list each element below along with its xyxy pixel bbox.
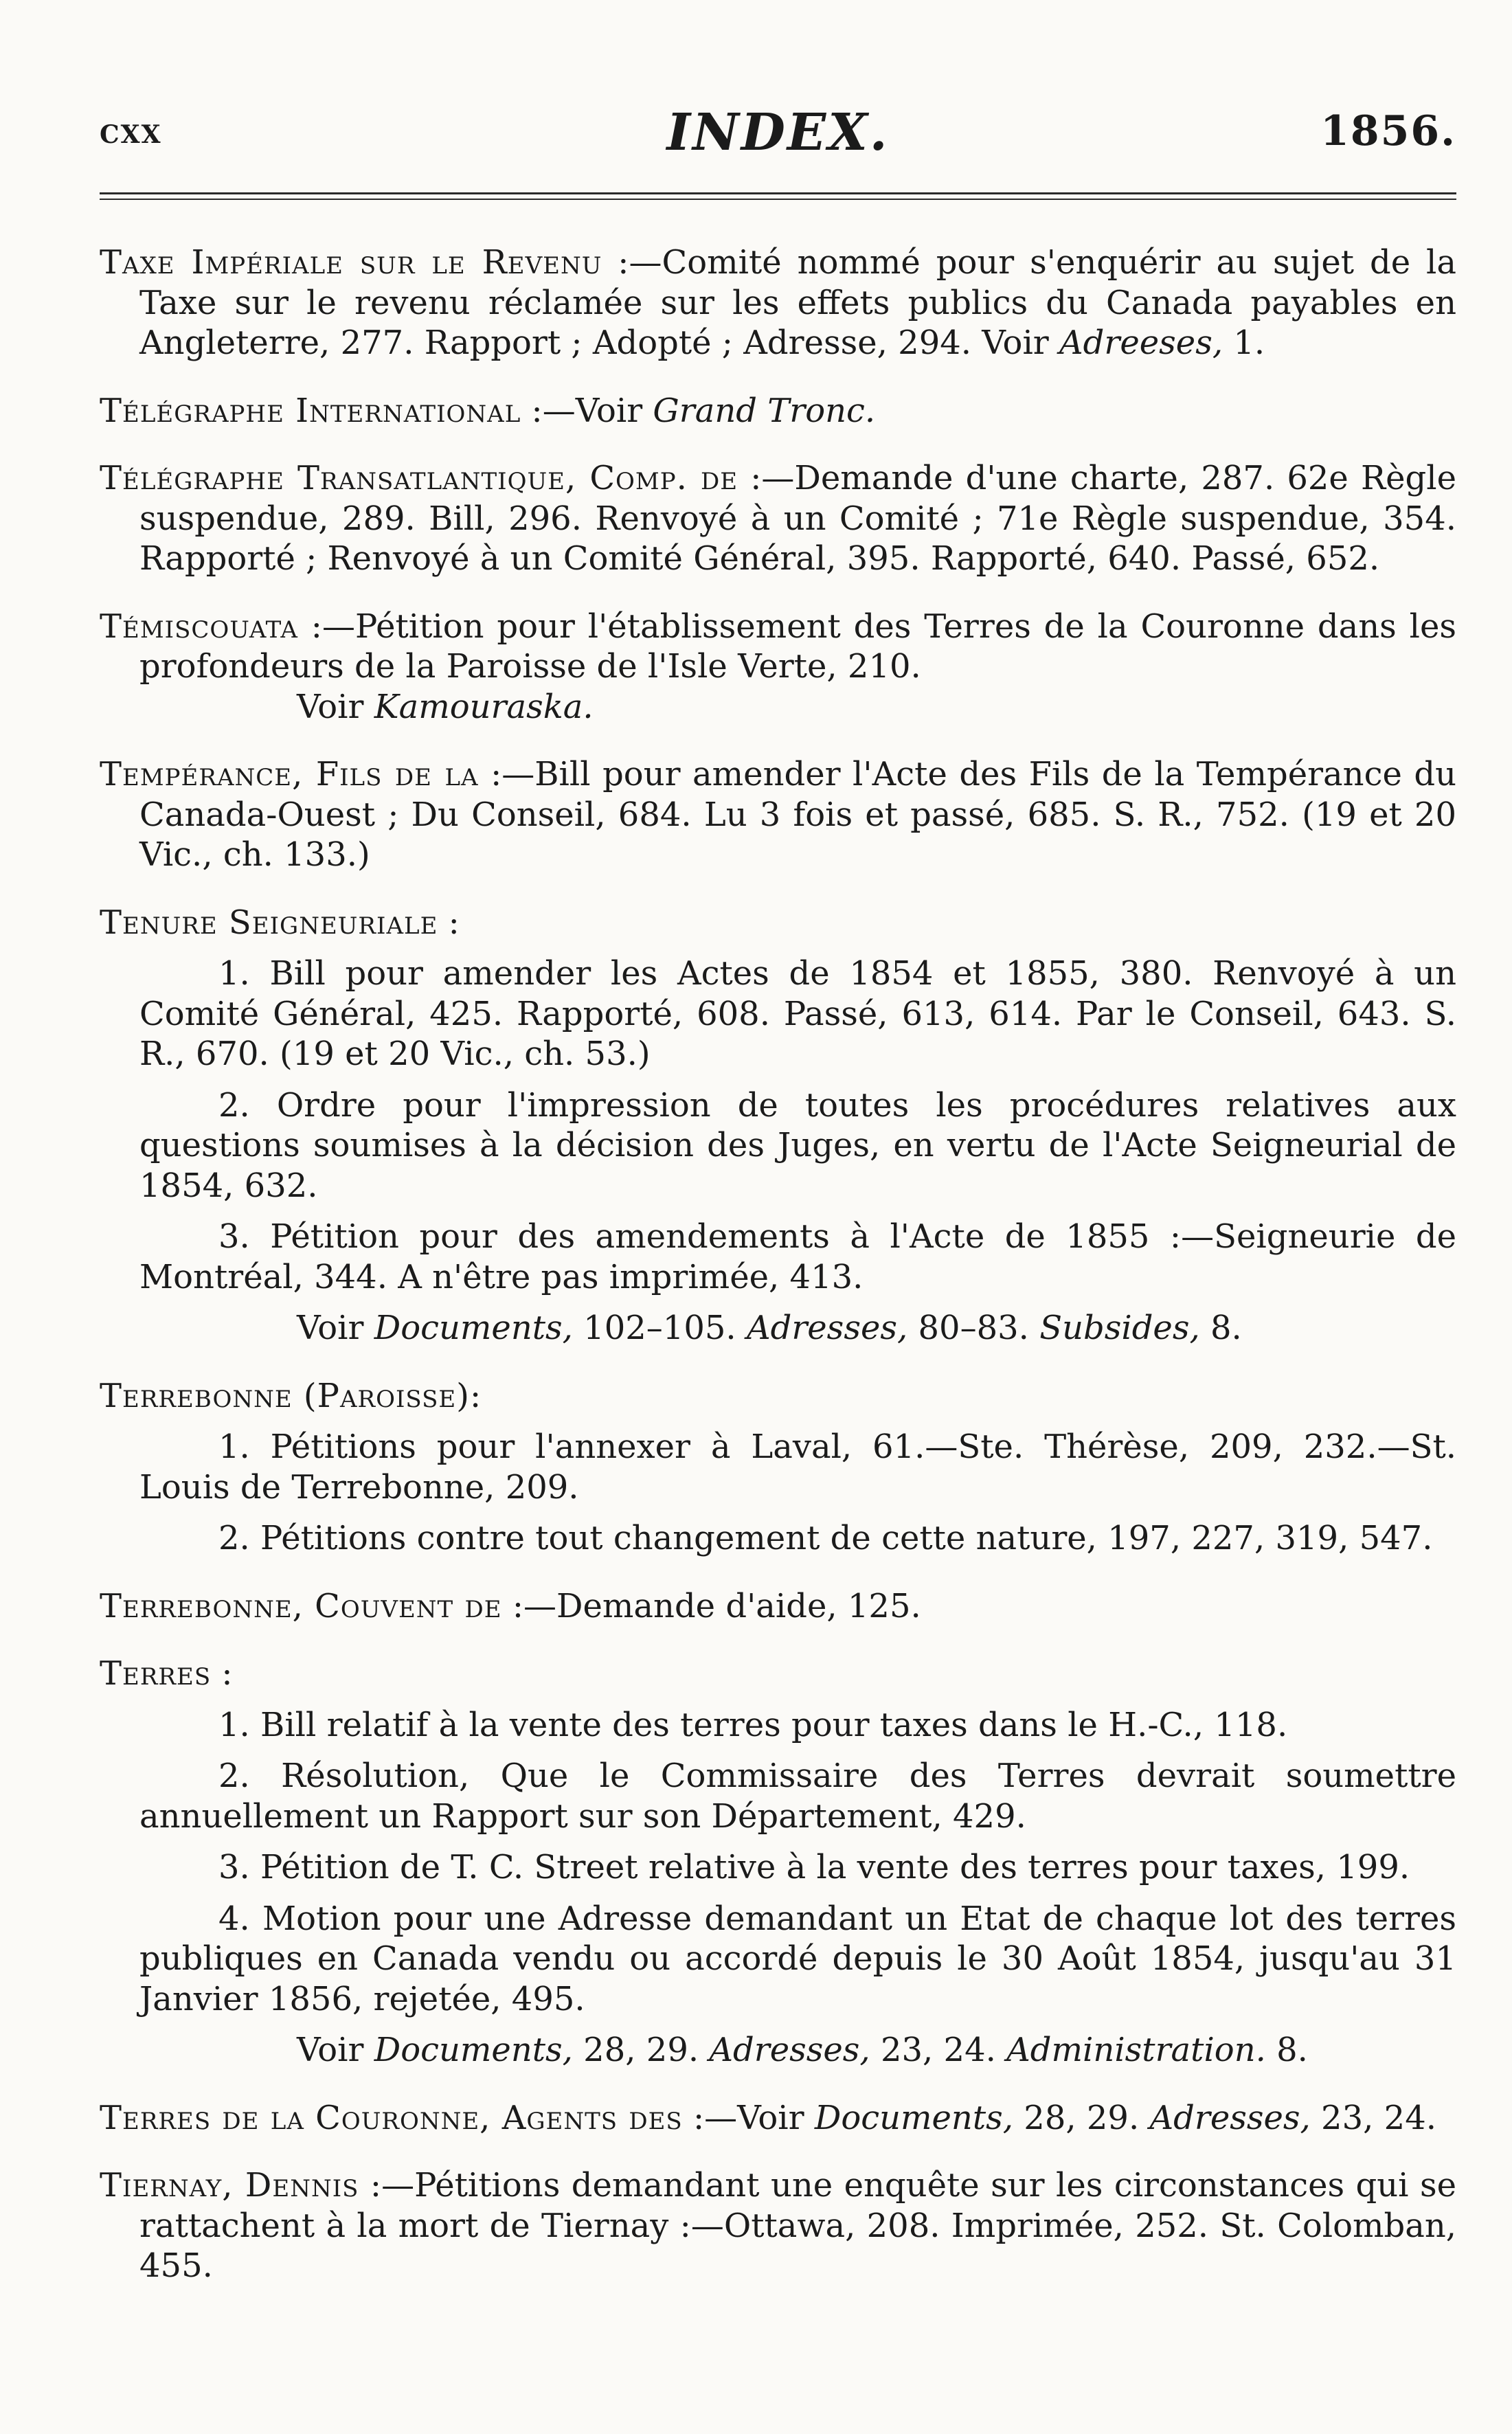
entry-text: :—Bill pour amender l'Acte des Fils de la Tempérance du Canada-Ouest ; Du Conseil, 684. Lu 3 fois et passé, 685. S. R., 752. (19 et 20 Vic., ch. 133.) [139, 755, 1456, 874]
list-item: 1. Bill relatif à la vente des terres pour taxes dans le H.-C., 118. [218, 1705, 1288, 1744]
group-heading-line [100, 1654, 1456, 1694]
entry-reference: Documents, [374, 2031, 573, 2069]
voir-text: 102–105. [572, 1309, 747, 1347]
heading-colon: : [211, 1654, 233, 1693]
entry-text: :—Pétitions demandant une enquête sur les circonstances qui se rattachent à la mort de Tiernay :—Ottawa, 208. Imprimée, 252. St. Colomban, 455. [139, 2166, 1457, 2285]
entry-reference: Grand Tronc. [653, 391, 876, 430]
voir-label: Voir [297, 687, 374, 726]
entry-voir [139, 687, 1456, 728]
list-item: 3. Pétition pour des amendements à l'Acte de 1855 :—Seigneurie de Montréal, 344. A n'être pas imprimée, 413. [139, 1217, 1456, 1296]
entry-taxe-imperiale [100, 243, 1456, 363]
entry-voir [100, 1308, 1456, 1349]
page-number: cxx [100, 110, 162, 152]
list-item: 2. Ordre pour l'impression de toutes les procédures relatives aux questions soumises à la décision des Juges, en vertu de l'Acte Seigneurial de 1854, 632. [139, 1085, 1456, 1205]
page-year: 1856. [1320, 107, 1456, 155]
voir-text: 8. [1199, 1309, 1242, 1347]
entry-temperance [100, 754, 1456, 875]
heading-colon: : [469, 1376, 482, 1415]
entry-text: :—Pétition pour l'établissement des Terres de la Couronne dans les profondeurs de la Paroisse de l'Isle Verte, 210. [139, 607, 1456, 686]
group-heading-line [100, 903, 1456, 943]
index-entries [100, 243, 1456, 2286]
voir-text: 8. [1265, 2031, 1308, 2069]
entry-reference: Administration. [1006, 2031, 1266, 2069]
list-item: 3. Pétition de T. C. Street relative à la vente des terres pour taxes, 199. [218, 1848, 1410, 1886]
entry-reference: Documents, [374, 1309, 573, 1347]
list-item: 4. Motion pour une Adresse demandant un Etat de chaque lot des terres publiques en Canada vendu ou accordé depuis le 30 Août 1854, jusqu'au 31 Janvier 1856, rejetée, 495. [139, 1899, 1456, 2018]
header-rule [100, 192, 1456, 200]
entry-reference: Subsides, [1039, 1309, 1200, 1347]
entry-heading: Terres de la Couronne, Agents des [100, 2098, 683, 2137]
entry-terres [100, 1654, 1456, 2071]
entry-terrebonne-paroisse [100, 1376, 1456, 1559]
entry-tiernay [100, 2165, 1456, 2286]
entry-heading: Terrebonne, Couvent de [100, 1586, 502, 1625]
entry-heading: Terres [100, 1654, 212, 1693]
voir-label: Voir [297, 2031, 374, 2069]
entry-reference: Adresses, [709, 2031, 870, 2069]
voir-text: 28, 29. [572, 2031, 710, 2069]
entry-heading: Tempérance, Fils de la [100, 755, 479, 793]
page-title: INDEX. [666, 103, 890, 162]
entry-text: :—Comité nommé pour s'enquérir au sujet de la Taxe sur le revenu réclamée sur les effets publics du Canada payables en Angleterre, 277. Rapport ; Adopté ; Adresse, 294. Voir [139, 243, 1456, 362]
voir-text: 80–83. [907, 1309, 1040, 1347]
entry-text-after: 23, 24. [1310, 2098, 1436, 2137]
entry-heading: Tenure Seigneuriale [100, 903, 438, 942]
list-item: 2. Pétitions contre tout changement de cette nature, 197, 227, 319, 547. [218, 1519, 1433, 1557]
entry-voir [100, 2030, 1456, 2071]
entry-tenure-seigneuriale [100, 903, 1456, 1349]
entry-text: :—Demande d'aide, 125. [501, 1586, 921, 1625]
entry-reference: Adresses, [1149, 2098, 1311, 2137]
list-item: 1. Bill pour amender les Actes de 1854 et 1855, 380. Renvoyé à un Comité Général, 425. Rapporté, 608. Passé, 613, 614. Par le Conseil, 643. S. R., 670. (19 et 20 Vic., ch. 53.) [139, 954, 1456, 1073]
entry-text-after: 1. [1223, 324, 1265, 362]
entry-reference: Documents, [814, 2098, 1014, 2137]
entry-text: :—Demande d'une charte, 287. 62e Règle suspendue, 289. Bill, 296. Renvoyé à un Comité ; 71e Règle suspendue, 354. Rapporté ; Renvoyé à un Comité Général, 395. Rapporté, 640. Passé, 652. [139, 459, 1456, 578]
list-item: 2. Résolution, Que le Commissaire des Terres devrait soumettre annuellement un Rapport sur son Département, 429. [139, 1757, 1456, 1836]
entry-terres-couronne [100, 2098, 1456, 2139]
entry-reference: Adresses, [746, 1309, 908, 1347]
page-header [100, 103, 1456, 165]
entry-heading: Télégraphe International [100, 391, 521, 430]
entry-reference: Kamouraska. [374, 687, 594, 726]
entry-text-after: 28, 29. [1013, 2098, 1150, 2137]
entry-reference: Adreeses, [1059, 324, 1223, 362]
entry-heading: Tiernay, Dennis [100, 2166, 359, 2205]
entry-text: :—Voir [682, 2098, 815, 2137]
list-item: 1. Pétitions pour l'annexer à Laval, 61.—Ste. Thérèse, 209, 232.—St. Louis de Terrebonne, 209. [139, 1428, 1456, 1507]
entry-telegraphe-international [100, 391, 1456, 431]
entry-heading: Télégraphe Transatlantique, Comp. de [100, 459, 738, 497]
entry-terrebonne-couvent [100, 1586, 1456, 1627]
entry-text: :—Voir [521, 391, 653, 430]
voir-label: Voir [297, 1309, 374, 1347]
voir-text: 23, 24. [870, 2031, 1007, 2069]
heading-colon: : [438, 903, 460, 942]
group-heading-line [100, 1376, 1456, 1417]
entry-heading: Terrebonne (Paroisse) [100, 1376, 470, 1415]
entry-telegraphe-transatlantique [100, 458, 1456, 579]
entry-heading: Témiscouata [100, 607, 298, 646]
entry-temiscouata [100, 607, 1456, 728]
entry-heading: Taxe Impériale sur le Revenu [100, 243, 602, 282]
